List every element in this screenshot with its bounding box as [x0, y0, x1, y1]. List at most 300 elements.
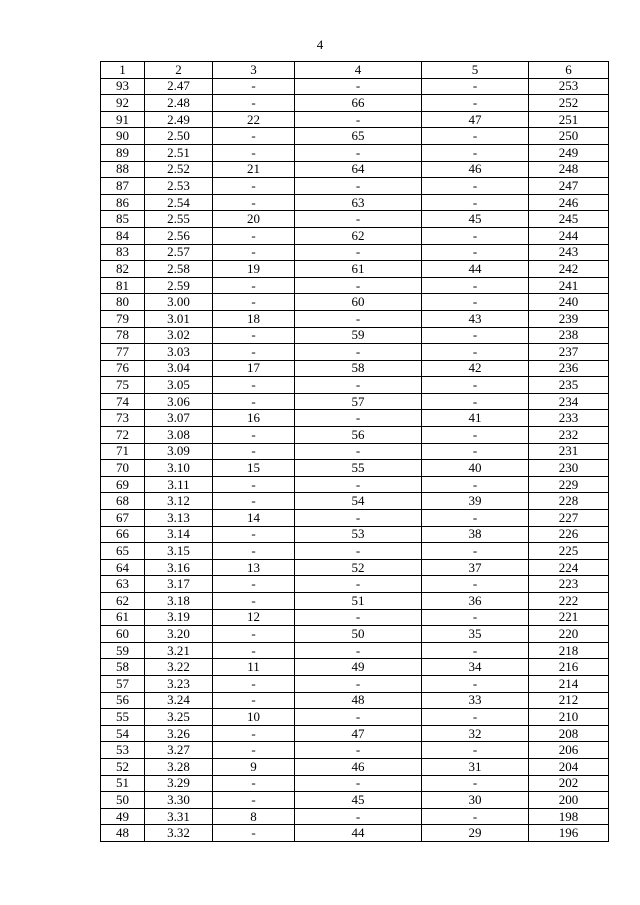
table-cell-col-4: 45 — [295, 792, 422, 809]
table-row — [101, 593, 609, 610]
table-cell-col-3: - — [213, 476, 295, 493]
table-cell-col-1: 85 — [101, 211, 145, 228]
table-cell-col-5: 29 — [422, 825, 529, 842]
table-cell-col-3: - — [213, 78, 295, 95]
table-cell-col-1: 75 — [101, 377, 145, 394]
table-row — [101, 344, 609, 361]
table-cell-col-1: 70 — [101, 460, 145, 477]
table-cell-col-4: 59 — [295, 327, 422, 344]
table-row — [101, 194, 609, 211]
table-row — [101, 178, 609, 195]
table-cell-col-6: 244 — [529, 227, 609, 244]
table-row — [101, 95, 609, 112]
table-row — [101, 792, 609, 809]
table-row — [101, 327, 609, 344]
table-cell-col-1: 93 — [101, 78, 145, 95]
table-cell-col-3: - — [213, 227, 295, 244]
table-cell-col-1: 65 — [101, 543, 145, 560]
table-cell-col-2: 2.49 — [145, 111, 213, 128]
table-cell-col-3: - — [213, 194, 295, 211]
table-cell-col-6: 243 — [529, 244, 609, 261]
table-cell-col-1: 69 — [101, 476, 145, 493]
table-cell-col-6: 253 — [529, 78, 609, 95]
table-cell-col-6: 198 — [529, 808, 609, 825]
table-cell-col-6: 228 — [529, 493, 609, 510]
table-cell-col-6: 202 — [529, 775, 609, 792]
table-cell-col-4: - — [295, 410, 422, 427]
table-row — [101, 742, 609, 759]
table-cell-col-4: - — [295, 310, 422, 327]
table-cell-col-4: 66 — [295, 95, 422, 112]
table-cell-col-4: 47 — [295, 725, 422, 742]
table-cell-col-2: 2.54 — [145, 194, 213, 211]
column-header-2: 2 — [145, 62, 213, 79]
table-cell-col-3: - — [213, 626, 295, 643]
table-cell-col-2: 3.10 — [145, 460, 213, 477]
table-row — [101, 443, 609, 460]
table-row — [101, 609, 609, 626]
table-row — [101, 111, 609, 128]
table-row — [101, 642, 609, 659]
table-cell-col-5: 41 — [422, 410, 529, 427]
table-cell-col-2: 3.08 — [145, 427, 213, 444]
table-cell-col-1: 62 — [101, 593, 145, 610]
table-cell-col-1: 79 — [101, 310, 145, 327]
table-cell-col-3: 19 — [213, 261, 295, 278]
table-cell-col-2: 3.28 — [145, 758, 213, 775]
table-cell-col-1: 87 — [101, 178, 145, 195]
table-cell-col-3: - — [213, 427, 295, 444]
table-cell-col-5: - — [422, 576, 529, 593]
table-cell-col-4: 54 — [295, 493, 422, 510]
table-row — [101, 825, 609, 842]
table-cell-col-5: - — [422, 742, 529, 759]
column-header-4: 4 — [295, 62, 422, 79]
table-cell-col-4: - — [295, 443, 422, 460]
table-cell-col-5: - — [422, 543, 529, 560]
table-cell-col-3: - — [213, 526, 295, 543]
table-cell-col-5: 33 — [422, 692, 529, 709]
column-header-5: 5 — [422, 62, 529, 79]
table-row — [101, 277, 609, 294]
table-cell-col-1: 74 — [101, 393, 145, 410]
table-cell-col-1: 86 — [101, 194, 145, 211]
table-row — [101, 476, 609, 493]
table-cell-col-3: - — [213, 443, 295, 460]
table-cell-col-2: 2.53 — [145, 178, 213, 195]
column-header-3: 3 — [213, 62, 295, 79]
table-cell-col-2: 3.32 — [145, 825, 213, 842]
table-row — [101, 626, 609, 643]
table-cell-col-2: 3.11 — [145, 476, 213, 493]
table-cell-col-5: - — [422, 377, 529, 394]
table-cell-col-3: - — [213, 327, 295, 344]
table-cell-col-1: 81 — [101, 277, 145, 294]
table-cell-col-1: 54 — [101, 725, 145, 742]
table-cell-col-6: 212 — [529, 692, 609, 709]
table-cell-col-3: - — [213, 128, 295, 145]
table-cell-col-1: 92 — [101, 95, 145, 112]
table-cell-col-1: 56 — [101, 692, 145, 709]
table-cell-col-2: 3.06 — [145, 393, 213, 410]
table-cell-col-6: 216 — [529, 659, 609, 676]
table-cell-col-3: 21 — [213, 161, 295, 178]
table-cell-col-2: 3.00 — [145, 294, 213, 311]
table-cell-col-1: 71 — [101, 443, 145, 460]
table-cell-col-4: 51 — [295, 593, 422, 610]
table-cell-col-4: 56 — [295, 427, 422, 444]
table-cell-col-5: 44 — [422, 261, 529, 278]
table-cell-col-5: 45 — [422, 211, 529, 228]
table-cell-col-1: 90 — [101, 128, 145, 145]
table-cell-col-4: - — [295, 742, 422, 759]
table-cell-col-4: 52 — [295, 559, 422, 576]
table-cell-col-6: 250 — [529, 128, 609, 145]
table-cell-col-1: 58 — [101, 659, 145, 676]
table-row — [101, 775, 609, 792]
table-cell-col-1: 68 — [101, 493, 145, 510]
table-cell-col-6: 251 — [529, 111, 609, 128]
table-cell-col-5: 35 — [422, 626, 529, 643]
table-cell-col-3: - — [213, 675, 295, 692]
table-cell-col-4: - — [295, 211, 422, 228]
table-cell-col-6: 235 — [529, 377, 609, 394]
table-row — [101, 493, 609, 510]
table-cell-col-2: 3.21 — [145, 642, 213, 659]
table-cell-col-5: - — [422, 244, 529, 261]
table-cell-col-6: 204 — [529, 758, 609, 775]
table-cell-col-4: 61 — [295, 261, 422, 278]
table-cell-col-3: - — [213, 277, 295, 294]
table-cell-col-3: - — [213, 642, 295, 659]
table-cell-col-4: 48 — [295, 692, 422, 709]
table-cell-col-6: 239 — [529, 310, 609, 327]
table-cell-col-1: 73 — [101, 410, 145, 427]
table-row — [101, 758, 609, 775]
table-cell-col-4: - — [295, 576, 422, 593]
table-cell-col-6: 236 — [529, 360, 609, 377]
table-cell-col-5: 46 — [422, 161, 529, 178]
table-cell-col-5: - — [422, 227, 529, 244]
table-cell-col-6: 248 — [529, 161, 609, 178]
table-cell-col-4: - — [295, 775, 422, 792]
table-cell-col-5: - — [422, 427, 529, 444]
table-row — [101, 576, 609, 593]
table-row — [101, 211, 609, 228]
table-cell-col-2: 3.13 — [145, 510, 213, 527]
table-cell-col-6: 242 — [529, 261, 609, 278]
table-cell-col-3: 9 — [213, 758, 295, 775]
table-body — [101, 78, 609, 841]
table-cell-col-4: - — [295, 244, 422, 261]
table-cell-col-2: 3.02 — [145, 327, 213, 344]
table-cell-col-4: 53 — [295, 526, 422, 543]
table-cell-col-2: 2.57 — [145, 244, 213, 261]
table-cell-col-5: - — [422, 327, 529, 344]
data-table — [100, 61, 609, 842]
table-cell-col-2: 3.14 — [145, 526, 213, 543]
table-cell-col-2: 3.18 — [145, 593, 213, 610]
table-row — [101, 227, 609, 244]
table-cell-col-3: 20 — [213, 211, 295, 228]
table-cell-col-6: 227 — [529, 510, 609, 527]
table-cell-col-2: 2.56 — [145, 227, 213, 244]
table-cell-col-2: 3.23 — [145, 675, 213, 692]
table-cell-col-1: 52 — [101, 758, 145, 775]
table-cell-col-1: 59 — [101, 642, 145, 659]
table-cell-col-1: 72 — [101, 427, 145, 444]
table-cell-col-6: 230 — [529, 460, 609, 477]
table-cell-col-2: 2.51 — [145, 144, 213, 161]
table-cell-col-4: 44 — [295, 825, 422, 842]
table-cell-col-2: 2.55 — [145, 211, 213, 228]
table-row — [101, 244, 609, 261]
table-cell-col-3: - — [213, 493, 295, 510]
table-row — [101, 659, 609, 676]
table-cell-col-4: 46 — [295, 758, 422, 775]
table-cell-col-3: - — [213, 792, 295, 809]
table-cell-col-4: 62 — [295, 227, 422, 244]
table-cell-col-4: 60 — [295, 294, 422, 311]
table-row — [101, 360, 609, 377]
table-cell-col-1: 51 — [101, 775, 145, 792]
table-cell-col-6: 226 — [529, 526, 609, 543]
table-cell-col-5: - — [422, 95, 529, 112]
table-cell-col-2: 3.09 — [145, 443, 213, 460]
table-cell-col-3: 11 — [213, 659, 295, 676]
table-cell-col-6: 247 — [529, 178, 609, 195]
table-cell-col-5: - — [422, 476, 529, 493]
table-cell-col-5: - — [422, 128, 529, 145]
table-cell-col-5: 32 — [422, 725, 529, 742]
table-cell-col-5: - — [422, 510, 529, 527]
table-cell-col-2: 3.03 — [145, 344, 213, 361]
table-row — [101, 377, 609, 394]
table-cell-col-3: - — [213, 344, 295, 361]
table-cell-col-2: 3.04 — [145, 360, 213, 377]
table-cell-col-6: 223 — [529, 576, 609, 593]
table-cell-col-5: 34 — [422, 659, 529, 676]
table-cell-col-5: - — [422, 642, 529, 659]
table-cell-col-1: 84 — [101, 227, 145, 244]
table-cell-col-4: - — [295, 609, 422, 626]
table-cell-col-3: 10 — [213, 709, 295, 726]
table-cell-col-4: - — [295, 78, 422, 95]
column-header-6: 6 — [529, 62, 609, 79]
table-cell-col-5: 31 — [422, 758, 529, 775]
table-cell-col-5: - — [422, 443, 529, 460]
table-cell-col-5: 43 — [422, 310, 529, 327]
table-cell-col-6: 225 — [529, 543, 609, 560]
table-cell-col-6: 245 — [529, 211, 609, 228]
table-cell-col-1: 60 — [101, 626, 145, 643]
table-cell-col-1: 57 — [101, 675, 145, 692]
table-cell-col-6: 208 — [529, 725, 609, 742]
table-cell-col-1: 78 — [101, 327, 145, 344]
table-cell-col-5: - — [422, 709, 529, 726]
table-cell-col-6: 231 — [529, 443, 609, 460]
table-cell-col-1: 83 — [101, 244, 145, 261]
table-cell-col-4: - — [295, 377, 422, 394]
table-cell-col-4: - — [295, 144, 422, 161]
table-cell-col-6: 222 — [529, 593, 609, 610]
table-cell-col-5: - — [422, 294, 529, 311]
table-cell-col-3: - — [213, 543, 295, 560]
table-cell-col-1: 89 — [101, 144, 145, 161]
table-cell-col-3: - — [213, 692, 295, 709]
table-cell-col-6: 246 — [529, 194, 609, 211]
table-cell-col-5: - — [422, 144, 529, 161]
table-cell-col-2: 3.20 — [145, 626, 213, 643]
table-cell-col-6: 224 — [529, 559, 609, 576]
table-cell-col-5: - — [422, 277, 529, 294]
table-cell-col-5: 37 — [422, 559, 529, 576]
table-cell-col-4: - — [295, 111, 422, 128]
table-cell-col-2: 2.52 — [145, 161, 213, 178]
table-row — [101, 410, 609, 427]
table-cell-col-6: 218 — [529, 642, 609, 659]
table-cell-col-5: 38 — [422, 526, 529, 543]
table-cell-col-3: 22 — [213, 111, 295, 128]
table-cell-col-4: - — [295, 543, 422, 560]
table-cell-col-6: 238 — [529, 327, 609, 344]
table-cell-col-2: 3.07 — [145, 410, 213, 427]
table-cell-col-1: 48 — [101, 825, 145, 842]
table-cell-col-3: 14 — [213, 510, 295, 527]
table-cell-col-5: - — [422, 344, 529, 361]
table-cell-col-3: - — [213, 593, 295, 610]
table-cell-col-2: 2.47 — [145, 78, 213, 95]
table-cell-col-4: 63 — [295, 194, 422, 211]
table-row — [101, 310, 609, 327]
table-cell-col-5: 30 — [422, 792, 529, 809]
table-cell-col-6: 229 — [529, 476, 609, 493]
table-row — [101, 510, 609, 527]
table-cell-col-3: 18 — [213, 310, 295, 327]
table-cell-col-6: 241 — [529, 277, 609, 294]
table-row — [101, 692, 609, 709]
table-cell-col-1: 64 — [101, 559, 145, 576]
table-cell-col-6: 237 — [529, 344, 609, 361]
table-cell-col-5: - — [422, 808, 529, 825]
table-cell-col-1: 63 — [101, 576, 145, 593]
table-cell-col-2: 3.16 — [145, 559, 213, 576]
table-cell-col-4: 58 — [295, 360, 422, 377]
table-row — [101, 808, 609, 825]
table-cell-col-1: 91 — [101, 111, 145, 128]
table-cell-col-6: 232 — [529, 427, 609, 444]
table-cell-col-5: - — [422, 178, 529, 195]
table-cell-col-6: 210 — [529, 709, 609, 726]
table-cell-col-1: 67 — [101, 510, 145, 527]
table-cell-col-1: 80 — [101, 294, 145, 311]
table-cell-col-4: - — [295, 642, 422, 659]
table-cell-col-3: - — [213, 294, 295, 311]
table-cell-col-4: 55 — [295, 460, 422, 477]
table-cell-col-2: 2.58 — [145, 261, 213, 278]
table-cell-col-5: - — [422, 78, 529, 95]
table-cell-col-3: - — [213, 825, 295, 842]
table-cell-col-4: - — [295, 277, 422, 294]
table-cell-col-5: 40 — [422, 460, 529, 477]
table-cell-col-4: - — [295, 510, 422, 527]
table-cell-col-3: - — [213, 725, 295, 742]
table-row — [101, 709, 609, 726]
table-cell-col-4: - — [295, 675, 422, 692]
table-cell-col-1: 61 — [101, 609, 145, 626]
table-row — [101, 559, 609, 576]
table-cell-col-1: 76 — [101, 360, 145, 377]
table-cell-col-2: 3.25 — [145, 709, 213, 726]
table-cell-col-1: 77 — [101, 344, 145, 361]
table-cell-col-4: 65 — [295, 128, 422, 145]
table-cell-col-3: - — [213, 95, 295, 112]
table-cell-col-4: - — [295, 709, 422, 726]
table-cell-col-5: 47 — [422, 111, 529, 128]
table-cell-col-5: 42 — [422, 360, 529, 377]
table-cell-col-2: 3.27 — [145, 742, 213, 759]
table-row — [101, 725, 609, 742]
table-header-row — [101, 62, 609, 79]
table-row — [101, 261, 609, 278]
table-cell-col-2: 3.01 — [145, 310, 213, 327]
table-cell-col-2: 3.29 — [145, 775, 213, 792]
table-row — [101, 393, 609, 410]
table-cell-col-4: 64 — [295, 161, 422, 178]
table-cell-col-3: 8 — [213, 808, 295, 825]
table-cell-col-5: - — [422, 393, 529, 410]
table-row — [101, 675, 609, 692]
table-cell-col-1: 53 — [101, 742, 145, 759]
table-cell-col-3: - — [213, 178, 295, 195]
table-cell-col-6: 200 — [529, 792, 609, 809]
table-cell-col-3: 15 — [213, 460, 295, 477]
table-cell-col-3: - — [213, 393, 295, 410]
table-cell-col-1: 55 — [101, 709, 145, 726]
table-cell-col-2: 3.24 — [145, 692, 213, 709]
table-cell-col-1: 66 — [101, 526, 145, 543]
table-cell-col-6: 240 — [529, 294, 609, 311]
table-cell-col-3: - — [213, 244, 295, 261]
table-cell-col-6: 220 — [529, 626, 609, 643]
table-cell-col-2: 3.17 — [145, 576, 213, 593]
page-number: 4 — [316, 37, 324, 52]
table-cell-col-6: 233 — [529, 410, 609, 427]
table-row — [101, 543, 609, 560]
table-cell-col-6: 206 — [529, 742, 609, 759]
table-cell-col-3: 13 — [213, 559, 295, 576]
table-cell-col-6: 252 — [529, 95, 609, 112]
table-cell-col-5: - — [422, 675, 529, 692]
table-cell-col-5: - — [422, 194, 529, 211]
table-cell-col-2: 3.19 — [145, 609, 213, 626]
table-cell-col-2: 3.15 — [145, 543, 213, 560]
table-cell-col-3: - — [213, 377, 295, 394]
table-row — [101, 128, 609, 145]
table-cell-col-5: 36 — [422, 593, 529, 610]
table-row — [101, 427, 609, 444]
table-cell-col-2: 2.59 — [145, 277, 213, 294]
table-cell-col-4: - — [295, 178, 422, 195]
table-cell-col-1: 82 — [101, 261, 145, 278]
table-row — [101, 294, 609, 311]
table-row — [101, 526, 609, 543]
table-cell-col-3: 12 — [213, 609, 295, 626]
table-cell-col-4: - — [295, 344, 422, 361]
table-cell-col-5: 39 — [422, 493, 529, 510]
table-cell-col-5: - — [422, 775, 529, 792]
table-cell-col-1: 88 — [101, 161, 145, 178]
